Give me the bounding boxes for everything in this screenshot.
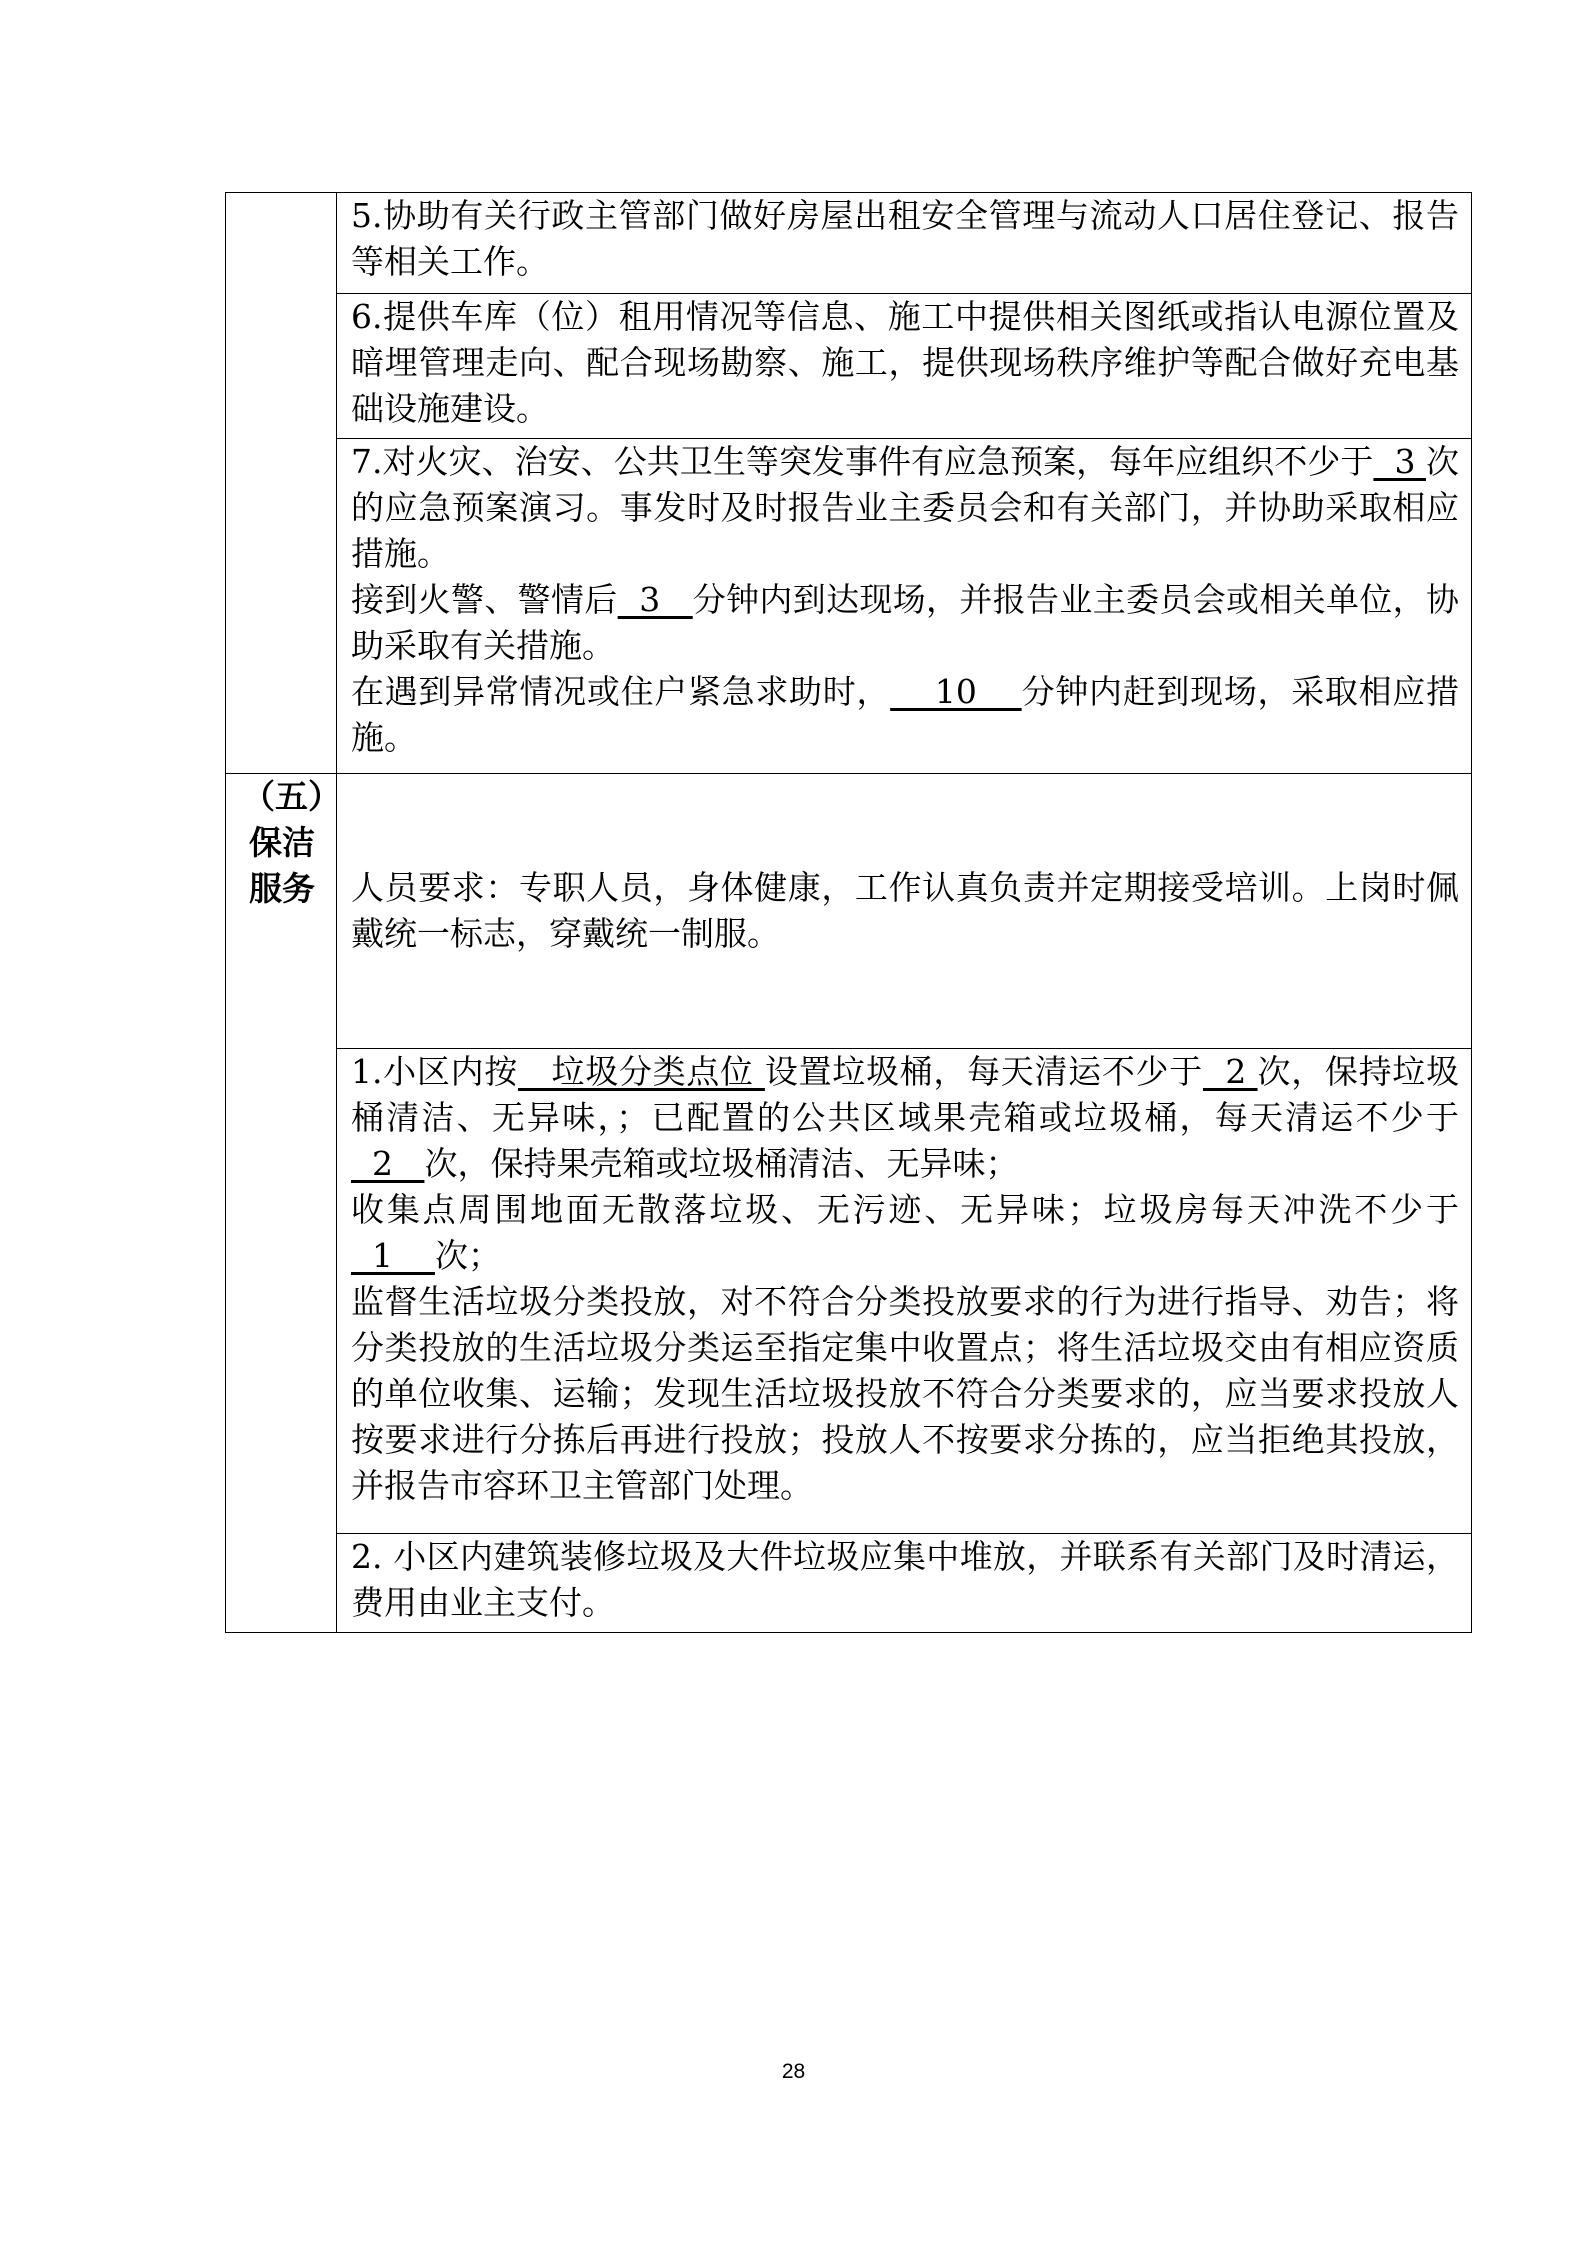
section-number: （五） [242,777,341,816]
table-row [226,193,1472,294]
cleaning-item-2-cell [337,1534,1472,1633]
emergency-response-minutes-blank: 10 [890,672,1022,711]
item-7-paragraph-3: 在遇到异常情况或住户紧急求助时， 10 分钟内赶到现场，采取相应措施。 [351,672,1460,757]
item-6-text: 6.提供车库（位）租用情况等信息、施工中提供相关图纸或指认电源位置及暗埋管理走向、配合现场勘察、施工，提供现场秩序维护等配合做好充电基础设施建设。 [351,297,1459,428]
table-row [226,1534,1472,1633]
page-number: 28 [781,2060,806,2083]
garbage-room-wash-count-blank: 1 [351,1236,435,1275]
table-row [226,439,1472,774]
table-row [226,1049,1472,1534]
drill-count-blank: 3 [1373,442,1426,481]
table-row [226,774,1472,1049]
staff-requirements-text: 人员要求：专职人员，身体健康，工作认真负责并定期接受培训。上岗时佩戴统一标志，穿戴统一制服。 [351,868,1459,953]
public-bin-clearing-count-blank: 2 [351,1144,425,1183]
section-title-line-2: 服务 [249,869,315,908]
cleaning-item-1-paragraph-2: 收集点周围地面无散落垃圾、无污迹、无异味；垃圾房每天冲洗不少于 1 次； [351,1190,1459,1275]
table-row [226,294,1472,439]
cleaning-item-1-cell [337,1049,1472,1534]
item-6-cell [337,294,1472,439]
fire-response-minutes-blank: 3 [617,580,693,619]
section-title-line-1: 保洁 [249,823,315,862]
cleaning-item-1-paragraph-3: 监督生活垃圾分类投放，对不符合分类投放要求的行为进行指导、劝告；将分类投放的生活垃圾分类运至指定集中收置点；将生活垃圾交由有相应资质的单位收集、运输；发现生活垃圾投放不符合分类要求的，应当要求投放人按要求进行分拣后再进行投放；投放人不按要求分拣的，应当拒绝其投放，并报告市容环卫主管部门处理。 [351,1282,1459,1505]
section-label-cell-empty [226,193,337,774]
service-standards-table [225,192,1472,1633]
item-5-text: 5.协助有关行政主管部门做好房屋出租安全管理与流动人口居住登记、报告等相关工作。 [351,196,1459,281]
bin-location-blank: 垃圾分类点位 [517,1052,765,1091]
cleaning-item-2-text: 2. 小区内建筑装修垃圾及大件垃圾应集中堆放，并联系有关部门及时清运，费用由业主支付。 [351,1537,1459,1622]
item-7-paragraph-2: 接到火警、警情后 3 分钟内到达现场，并报告业主委员会或相关单位，协助采取有关措施。 [351,580,1460,665]
bin-clearing-count-blank: 2 [1202,1052,1258,1091]
staff-requirements-cell [337,774,1472,1049]
item-5-cell [337,193,1472,294]
item-7-cell [337,439,1472,774]
cleaning-item-1-paragraph-1: 1.小区内按 垃圾分类点位 设置垃圾桶，每天清运不少于 2 次，保持垃圾桶清洁、无异味，；已配置的公共区域果壳箱或垃圾桶，每天清运不少于 2 次，保持果壳箱或垃圾桶清洁、无异味； [351,1052,1459,1183]
item-7-paragraph-1: 7.对火灾、治安、公共卫生等突发事件有应急预案，每年应组织不少于 3 次的应急预案演习。事发时及时报告业主委员会和有关部门，并协助采取相应措施。 [351,442,1459,573]
section-label-cleaning [226,774,341,1633]
